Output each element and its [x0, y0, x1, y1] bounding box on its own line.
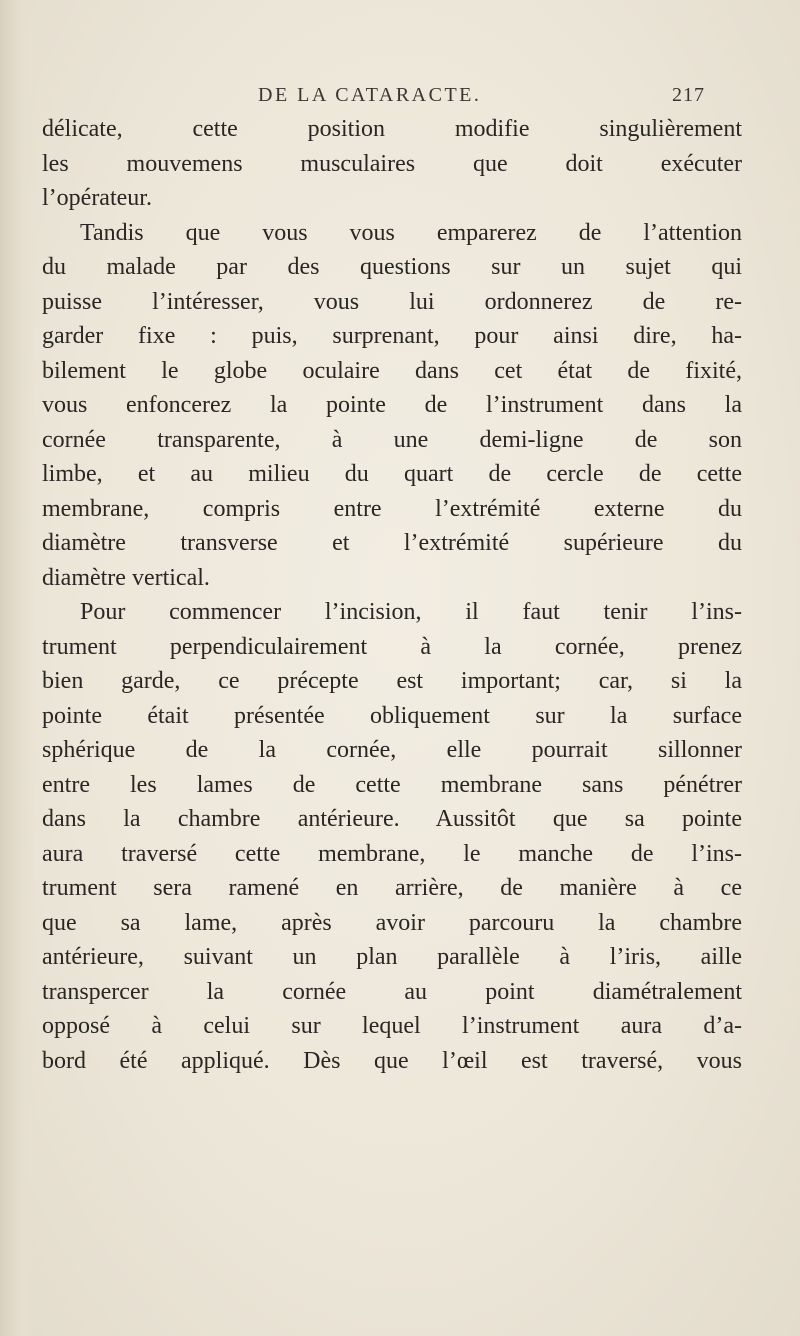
text-line: l’opérateur. [42, 185, 152, 211]
text-line: antérieure, suivant un plan parallèle à l’iris, aille [42, 944, 742, 970]
text-line: cornée transparente, à une demi-ligne de son [42, 426, 742, 453]
text-line: vous enfoncerez la pointe de l’instrument dans la [42, 392, 742, 418]
text-line: entre les lames de cette membrane sans pénétrer [42, 771, 742, 798]
text-line: transpercer la cornée au point diamétralement [42, 978, 742, 1005]
text-line: pointe était présentée obliquement sur la surface [42, 702, 742, 729]
page-number: 217 [672, 84, 705, 106]
text-line: Tandis que vous vous emparerez de l’attention [80, 219, 742, 246]
text-line: les mouvemens musculaires que doit exécuter [42, 150, 742, 177]
text-line: bien garde, ce précepte est important; car, si la [42, 668, 742, 694]
running-head: DE LA CATARACTE. [258, 84, 482, 106]
text-line: que sa lame, après avoir parcouru la chambre [42, 909, 742, 936]
page-gutter-shadow [0, 0, 36, 1336]
text-line: du malade par des questions sur un sujet qui [42, 254, 742, 280]
text-line: puisse l’intéresser, vous lui ordonnerez de re- [42, 288, 742, 315]
text-line: bord été appliqué. Dès que l’œil est traversé, vous [42, 1047, 742, 1074]
text-line: dans la chambre antérieure. Aussitôt que sa pointe [42, 806, 742, 832]
text-line: membrane, compris entre l’extrémité externe du [42, 495, 742, 522]
text-line: garder fixe : puis, surprenant, pour ainsi dire, ha- [42, 323, 742, 349]
body-text [42, 112, 742, 1078]
text-line: trument perpendiculairement à la cornée, prenez [42, 633, 742, 660]
text-line: diamètre vertical. [42, 564, 210, 591]
text-line: aura traversé cette membrane, le manche de l’ins- [42, 840, 742, 867]
text-line: délicate, cette position modifie singulièrement [42, 116, 742, 142]
text-line: opposé à celui sur lequel l’instrument aura d’a- [42, 1013, 742, 1039]
text-line: Pour commencer l’incision, il faut tenir l’ins- [80, 599, 742, 625]
text-line: sphérique de la cornée, elle pourrait sillonner [42, 737, 742, 763]
text-line: limbe, et au milieu du quart de cercle de cette [42, 461, 742, 487]
text-line: bilement le globe oculaire dans cet état de fixité, [42, 357, 742, 384]
text-line: trument sera ramené en arrière, de manière à ce [42, 875, 742, 901]
text-line: diamètre transverse et l’extrémité supérieure du [42, 530, 742, 556]
